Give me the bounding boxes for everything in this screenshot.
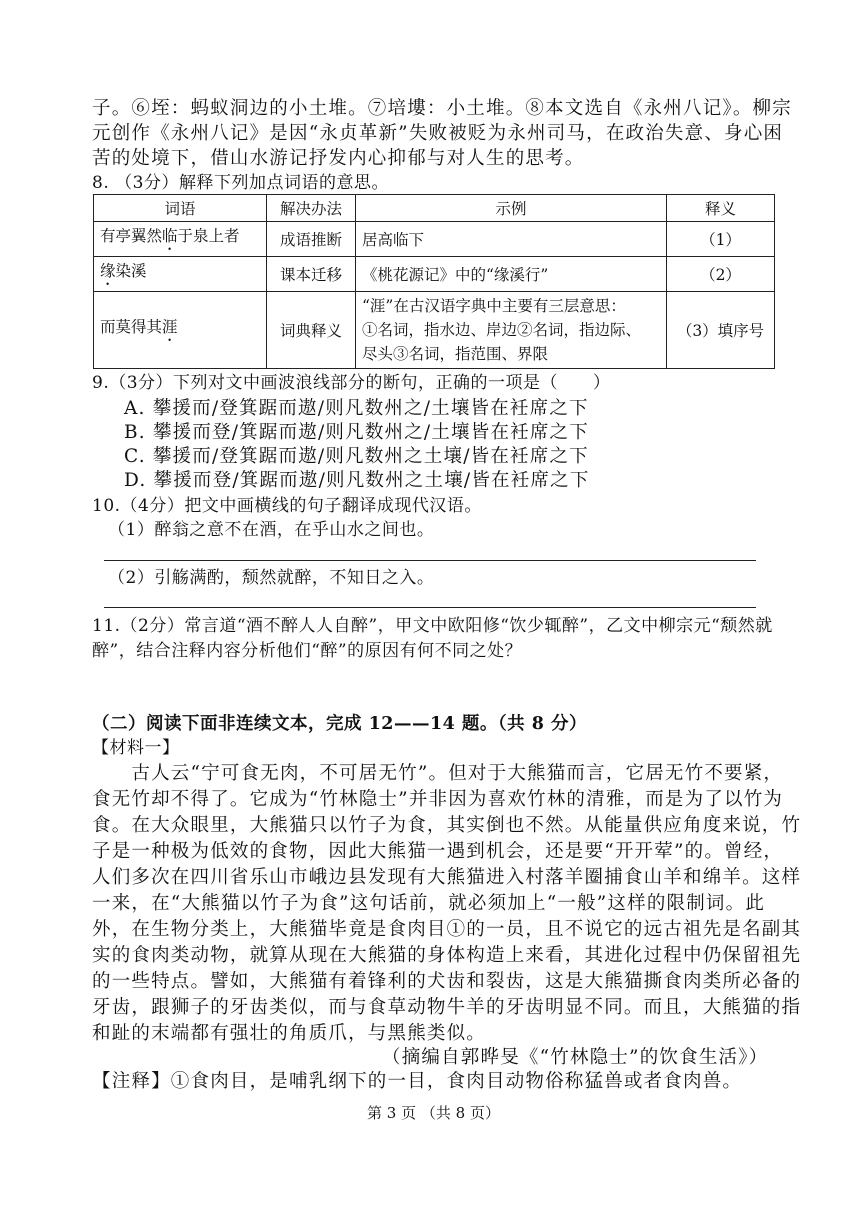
table-row [94,222,775,257]
paragraph-line: 外，在生物分类上，大熊猫毕竟是食肉目①的一员，且不说它的远古祖先是名副其 [92,919,802,940]
source-citation: （摘编自郭晔旻《“竹林隐士”的饮食生活》） [382,1047,769,1068]
answer-line-2 [104,607,756,608]
method-cell: 成语推断 [267,222,356,257]
dotted-char: 涯 [162,318,178,336]
notes-line-2: 元创作《永州八记》是因“永贞革新”失败被贬为永州司马，在政治失意、身心困 [92,123,784,144]
notes-line-1: 子。⑥垤：蚂蚁洞边的小土堆。⑦培塿：小土堆。⑧本文选自《永州八记》。柳宗 [92,98,792,119]
footnote: 【注释】①食肉目，是哺乳纲下的一目，食肉目动物俗称猛兽或者食肉兽。 [92,1071,743,1092]
word-cell: 有亭翼然临于泉上者 [94,222,267,257]
header-method: 解决办法 [267,195,356,222]
paragraph-line: 人们多次在四川省乐山市峨边县发现有大熊猫进入村落羊圈捕食山羊和绵羊。这样 [92,867,802,888]
table-header-row [94,195,775,222]
paragraph-line: 食。在大众眼里，大熊猫只以竹子为食，其实倒也不然。从能量供应角度来说，竹 [92,815,802,836]
method-cell: 词典释义 [267,292,356,369]
notes-line-3: 苦的处境下，借山水游记抒发内心抑郁与对人生的思考。 [92,148,585,169]
q10-stem: 10.（4分）把文中画横线的句子翻译成现代汉语。 [92,496,482,516]
paragraph-line: 实的食肉类动物，就算从现在大熊猫的身体构造上来看，其进化过程中仍保留祖先 [92,945,802,966]
q9-option-c: C. 攀援而/登箕踞而遨/则凡数州之土壤/皆在衽席之下 [124,446,589,467]
q8-table [93,194,775,369]
table-row [94,257,775,292]
paragraph-line: 和趾的末端都有强壮的角质爪，与黑熊类似。 [92,1023,487,1044]
method-cell: 课本迁移 [267,257,356,292]
table-row [94,292,775,369]
answer-blank: （1） [667,222,775,257]
q11-line-1: 11.（2分）常言道“酒不醉人人自醉”，甲文中欧阳修“饮少辄醉”，乙文中柳宗元“颓然就 [92,616,773,636]
q9-option-b: B. 攀援而登/箕踞而遨/则凡数州之/土壤皆在衽席之下 [124,422,589,443]
paragraph-line: 的一些特点。譬如，大熊猫有着锋利的犬齿和裂齿，这是大熊猫撕食肉类所必备的 [92,971,802,992]
q9-option-d: D. 攀援而登/箕踞而遨/则凡数州之土壤/皆在衽席之下 [124,470,590,491]
example-cell: 《桃花源记》中的“缘溪行” [356,257,667,292]
paragraph-line: 古人云“宁可食无肉，不可居无竹”。但对于大熊猫而言，它居无竹不要紧， [92,763,784,784]
material-label: 【材料一】 [92,738,180,758]
dotted-char: 临 [162,227,178,245]
header-meaning: 释义 [667,195,775,222]
answer-line-1 [104,560,756,561]
header-word: 词语 [94,195,267,222]
paragraph-line: 子是一种极为低效的食物，因此大熊猫一遇到机会，还是要“开开荤”的。曾经， [92,841,784,862]
example-cell: “涯”在古汉语字典中主要有三层意思： ①名词，指水边、岸边②名词，指边际、 尽头③名词，指范围、界限 [356,292,667,369]
header-example: 示例 [356,195,667,222]
paragraph-line: 食无竹却不得了。它成为“竹林隐士”并非因为喜欢竹林的清雅，而是为了以竹为 [92,789,784,810]
word-cell: 而莫得其涯 [94,292,267,369]
dotted-char: 缘 [100,262,116,280]
answer-blank: （2） [667,257,775,292]
q11-line-2: 醉”，结合注释内容分析他们“醉”的原因有何不同之处？ [92,641,523,661]
word-cell: 缘染溪 [94,257,267,292]
q9-stem: 9.（3分）下列对文中画波浪线部分的断句，正确的一项是（ ） [92,373,611,393]
q10-sentence-2: （2）引觞满酌，颓然就醉，不知日之入。 [108,568,435,588]
q9-option-a: A. 攀援而/登箕踞而遨/则凡数州之/土壤皆在衽席之下 [124,398,589,419]
page-footer: 第 3 页 （共 8 页） [367,1104,500,1122]
paragraph-line: 一来，在“大熊猫以竹子为食”这句话前，就必须加上“一般”这样的限制词。此 [92,893,766,914]
q8-stem: 8. （3分）解释下列加点词语的意思。 [92,173,389,193]
section-title: （二）阅读下面非连续文本，完成 12——14 题。（共 8 分） [92,714,588,734]
answer-blank: （3）填序号 [667,292,775,369]
q10-sentence-1: （1）醉翁之意不在酒，在乎山水之间也。 [108,520,435,540]
example-cell: 居高临下 [356,222,667,257]
paragraph-line: 牙齿，跟狮子的牙齿类似，而与食草动物牛羊的牙齿明显不同。而且，大熊猫的指 [92,997,802,1018]
